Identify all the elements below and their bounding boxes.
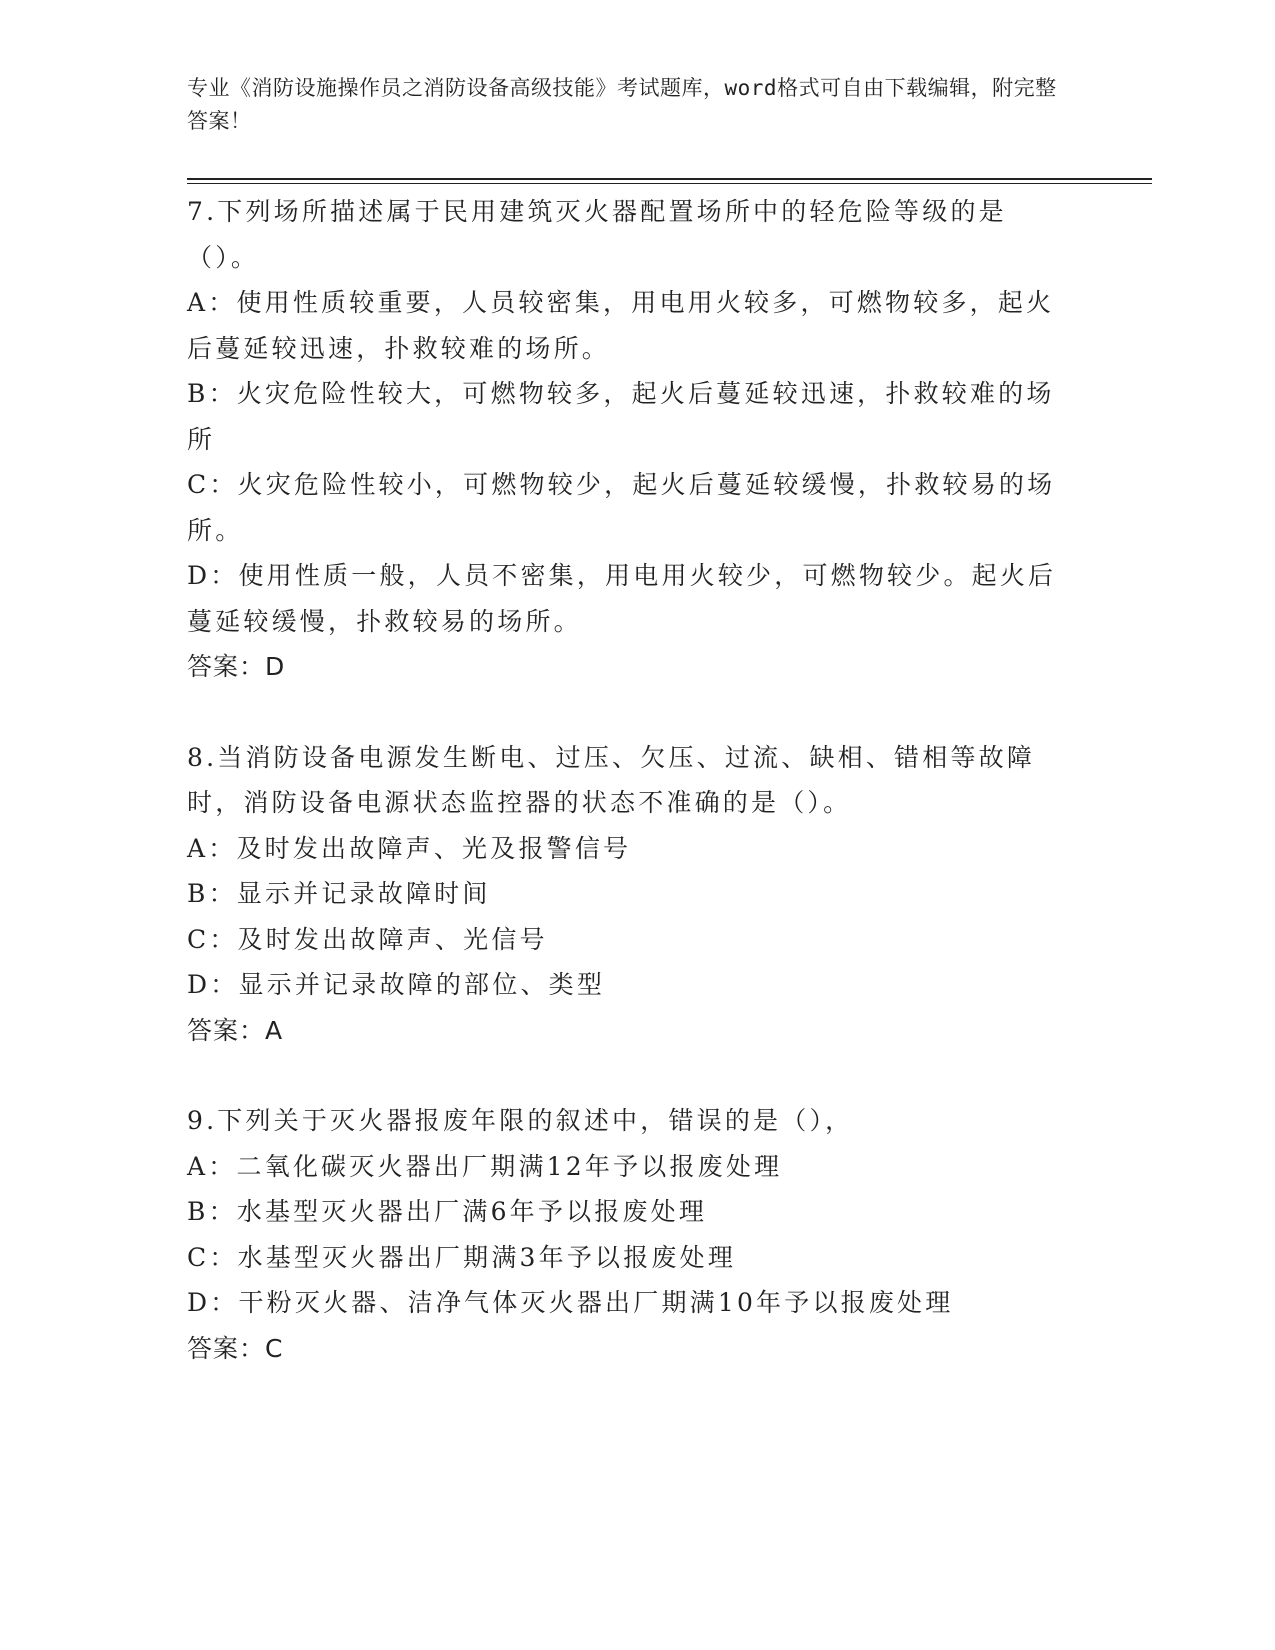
document-header: 专业《消防设施操作员之消防设备高级技能》考试题库，word格式可自由下载编辑，附完整答案！ bbox=[187, 76, 1057, 133]
option-c: C：及时发出故障声、光信号 bbox=[187, 924, 548, 954]
question-stem: 8.当消防设备电源发生断电、过压、欠压、过流、缺相、错相等故障时，消防设备电源状态监控器的状态不准确的是（）。 bbox=[187, 742, 1036, 817]
question-stem: 7.下列场所描述属于民用建筑灭火器配置场所中的轻危险等级的是（）。 bbox=[187, 197, 1007, 272]
header-divider-thin bbox=[187, 183, 1152, 184]
answer-label: 答案：C bbox=[187, 1333, 284, 1363]
option-c: C：火灾危险性较小，可燃物较少，起火后蔓延较缓慢，扑救较易的场所。 bbox=[187, 470, 1056, 545]
answer-label: 答案：D bbox=[187, 652, 286, 681]
question-list bbox=[187, 189, 1077, 1416]
option-b: B：火灾危险性较大，可燃物较多，起火后蔓延较迅速，扑救较难的场所 bbox=[187, 379, 1055, 454]
option-d: D：干粉灭火器、洁净气体灭火器出厂期满10年予以报废处理 bbox=[187, 1288, 954, 1317]
answer-label: 答案：A bbox=[187, 1015, 284, 1045]
option-b: B：显示并记录故障时间 bbox=[187, 879, 491, 908]
question-9 bbox=[187, 1098, 1077, 1371]
option-b: B：水基型灭火器出厂满6年予以报废处理 bbox=[187, 1197, 708, 1226]
header-divider-thick bbox=[187, 178, 1152, 180]
option-a: A：二氧化碳灭火器出厂期满12年予以报废处理 bbox=[187, 1151, 783, 1181]
option-a: A：及时发出故障声、光及报警信号 bbox=[187, 833, 632, 863]
option-a: A：使用性质较重要，人员较密集，用电用火较多，可燃物较多，起火后蔓延较迅速，扑救较难的场所。 bbox=[187, 288, 1055, 363]
option-d: D：显示并记录故障的部位、类型 bbox=[187, 970, 606, 999]
question-8 bbox=[187, 735, 1077, 1054]
option-d: D：使用性质一般，人员不密集，用电用火较少，可燃物较少。起火后蔓延较缓慢，扑救较易的场所。 bbox=[187, 561, 1057, 636]
question-stem: 9.下列关于灭火器报废年限的叙述中，错误的是（）， bbox=[187, 1106, 854, 1135]
question-7 bbox=[187, 189, 1077, 690]
option-c: C：水基型灭火器出厂期满3年予以报废处理 bbox=[187, 1242, 737, 1272]
